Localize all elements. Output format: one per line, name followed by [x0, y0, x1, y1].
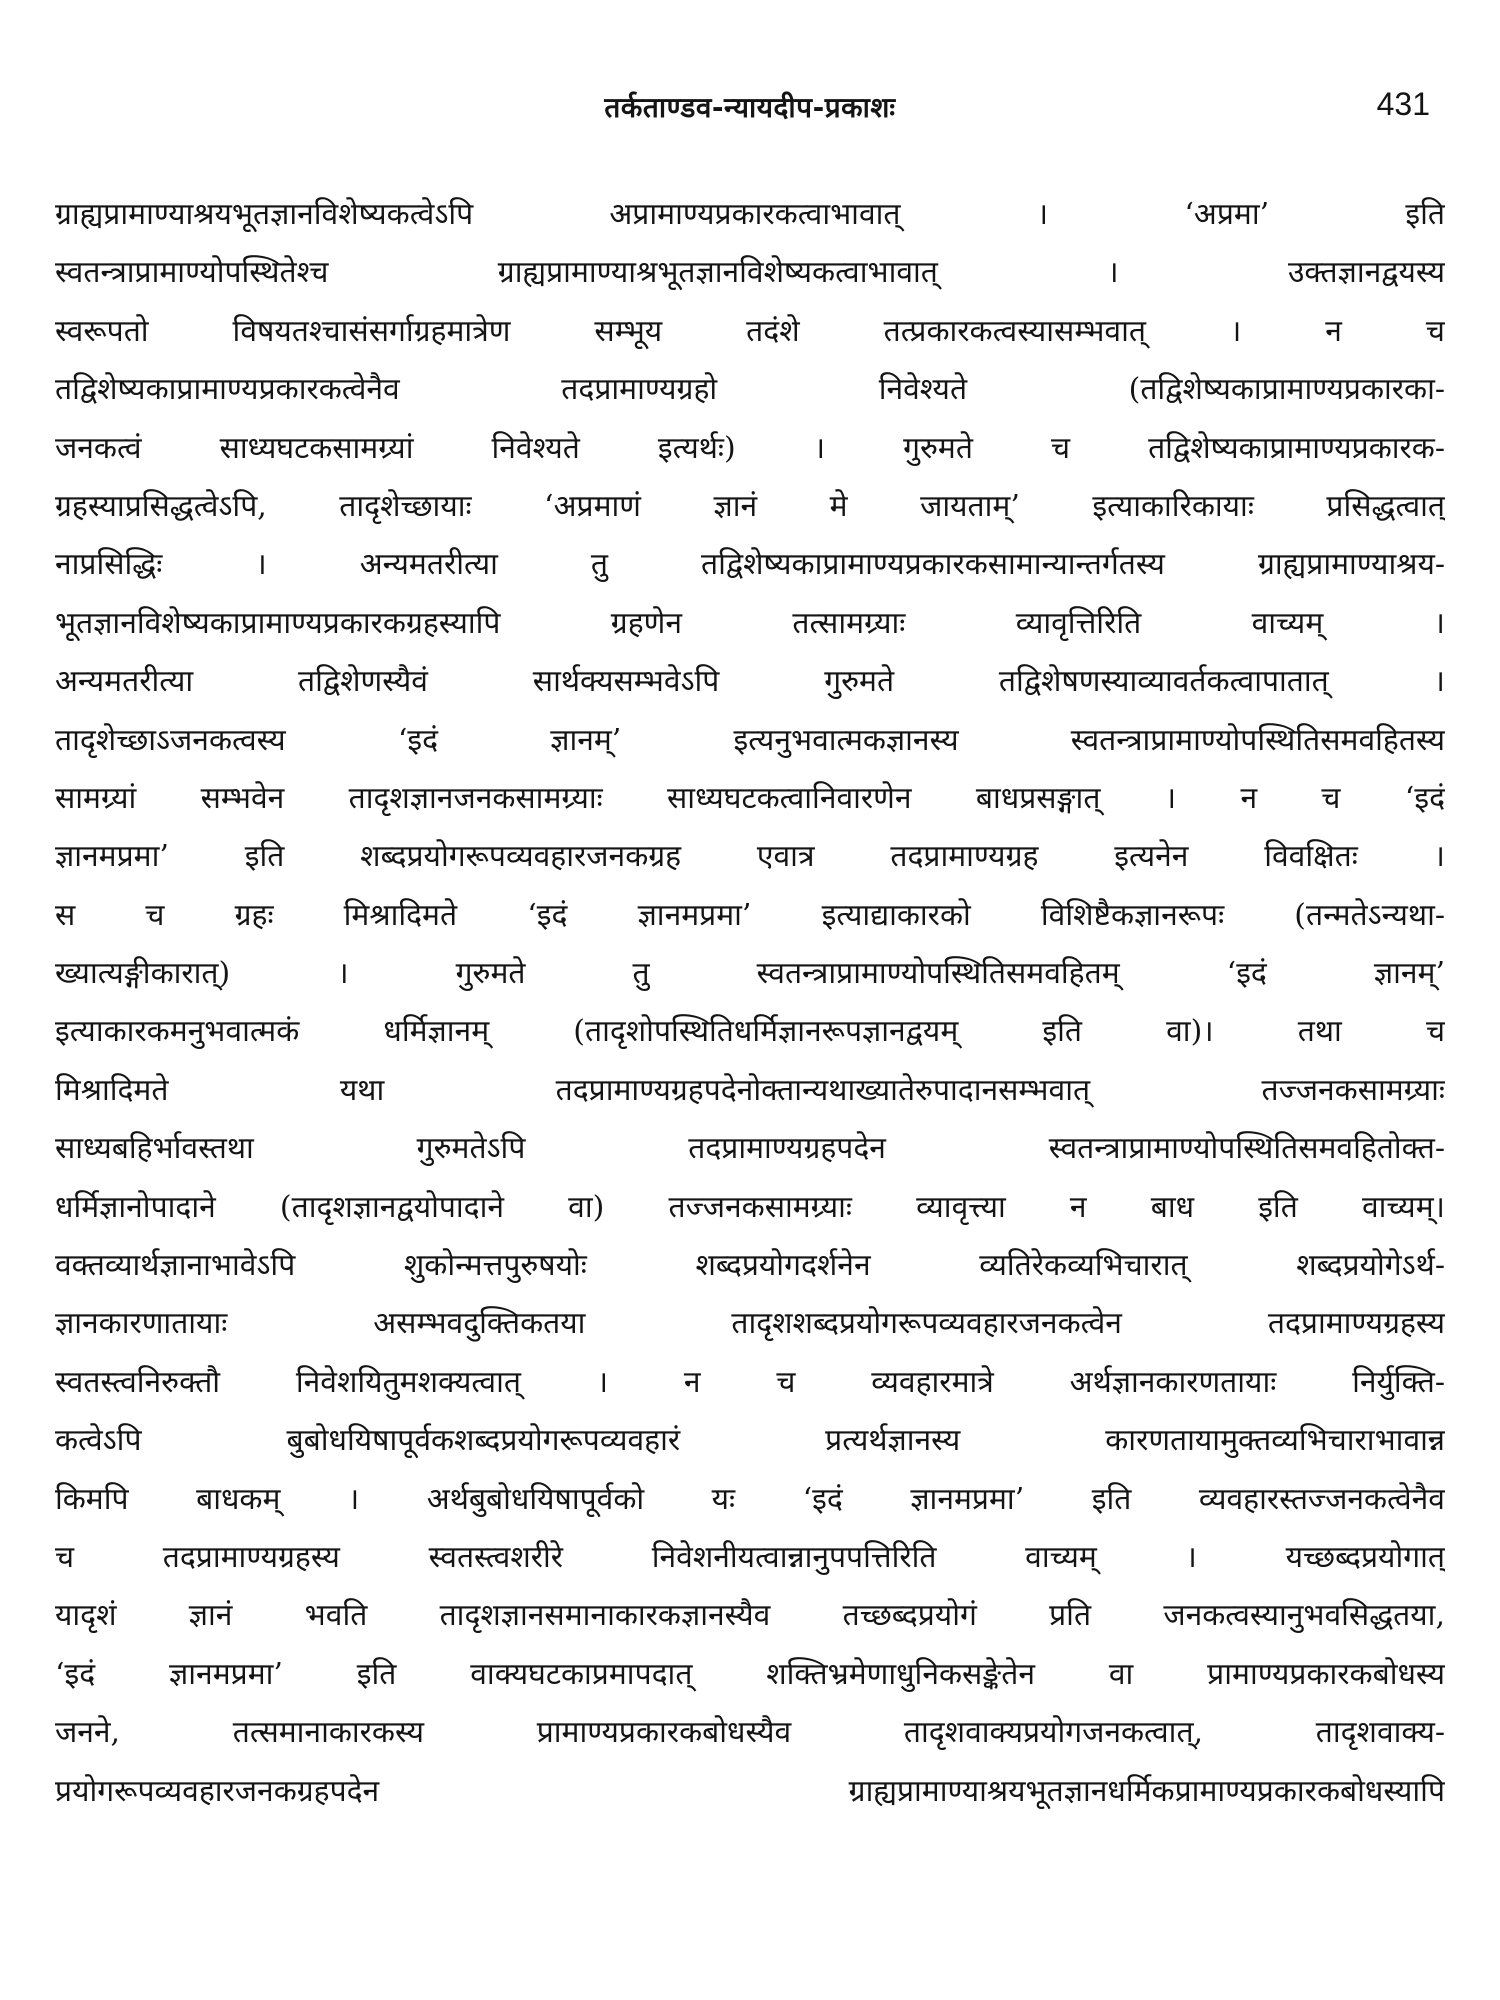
text-line: स च ग्रहः मिश्रादिमते ‘इदं ज्ञानमप्रमा’ इत्याद्याकारको विशिष्टैकज्ञानरूपः (तन्मतेऽन्यथा- — [55, 897, 1445, 933]
text-line: जनने, तत्समानाकारकस्य प्रामाण्यप्रकारकबोधस्यैव तादृशवाक्यप्रयोगजनकत्वात्, तादृशवाक्य- — [55, 1715, 1445, 1751]
text-line: ख्यात्यङ्गीकारात्) । गुरुमते तु स्वतन्त्राप्रामाण्योपस्थितिसमवहितम् ‘इदं ज्ञानम्’ — [55, 956, 1445, 992]
text-line: ‘इदं ज्ञानमप्रमा’ इति वाक्यघटकाप्रमापदात् शक्तिभ्रमेणाधुनिकसङ्केतेन वा प्रामाण्यप्रकारकबोधस्य — [55, 1656, 1445, 1692]
running-title: तर्कताण्डव-न्यायदीप-प्रकाशः — [604, 91, 896, 124]
body-text — [55, 186, 1445, 1821]
text-line: ग्रहस्याप्रसिद्धत्वेऽपि, तादृशेच्छायाः ‘अप्रमाणं ज्ञानं मे जायताम्’ इत्याकारिकायाः प्रसिद्धत्वात् — [55, 488, 1445, 524]
text-line: स्वरूपतो विषयतश्चासंसर्गाग्रहमात्रेण सम्भूय तदंशे तत्प्रकारकत्वस्यासम्भवात् । न च — [55, 313, 1445, 349]
text-line: मिश्रादिमते यथा तदप्रामाण्यग्रहपदेनोक्तान्यथाख्यातेरुपादानसम्भवात् तज्जनकसामग्र्याः — [55, 1072, 1445, 1108]
text-line: किमपि बाधकम् । अर्थबुबोधयिषापूर्वको यः ‘इदं ज्ञानमप्रमा’ इति व्यवहारस्तज्जनकत्वेनैव — [55, 1481, 1445, 1517]
text-line: च तदप्रामाण्यग्रहस्य स्वतस्त्वशरीरे निवेशनीयत्वान्नानुपपत्तिरिति वाच्यम् । यच्छब्दप्रयोगात् — [55, 1539, 1445, 1575]
text-line: स्वतस्त्वनिरुक्तौ निवेशयितुमशक्यत्वात् । न च व्यवहारमात्रे अर्थज्ञानकारणतायाः निर्युक्ति- — [55, 1364, 1445, 1400]
text-line: यादृशं ज्ञानं भवति तादृशज्ञानसमानाकारकज्ञानस्यैव तच्छब्दप्रयोगं प्रति जनकत्वस्यानुभवसिद्धतया, — [55, 1598, 1445, 1634]
text-line: नाप्रसिद्धिः । अन्यमतरीत्या तु तद्विशेष्यकाप्रामाण्यप्रकारकसामान्यान्तर्गतस्य ग्राह्यप्रामाण्याश्रय- — [55, 547, 1445, 583]
text-line: ज्ञानकारणातायाः असम्भवदुक्तिकतया तादृशशब्दप्रयोगरूपव्यवहारजनकत्वेन तदप्रामाण्यग्रहस्य — [55, 1306, 1445, 1342]
text-line: अन्यमतरीत्या तद्विशेणस्यैवं सार्थक्यसम्भवेऽपि गुरुमते तद्विशेषणस्याव्यावर्तकत्वापातात् । — [55, 664, 1445, 700]
text-line: तादृशेच्छाऽजनकत्वस्य ‘इदं ज्ञानम्’ इत्यनुभवात्मकज्ञानस्य स्वतन्त्राप्रामाण्योपस्थितिसमवहितस्य — [55, 722, 1445, 758]
text-line: वक्तव्यार्थज्ञानाभावेऽपि शुकोन्मत्तपुरुषयोः शब्दप्रयोगदर्शनेन व्यतिरेकव्यभिचारात् शब्दप्रयोगेऽर्थ- — [55, 1248, 1445, 1284]
text-line: स्वतन्त्राप्रामाण्योपस्थितेश्च ग्राह्यप्रामाण्याश्रभूतज्ञानविशेष्यकत्वाभावात् । उक्तज्ञानद्वयस्य — [55, 255, 1445, 291]
text-line: सामग्र्यां सम्भवेन तादृशज्ञानजनकसामग्र्याः साध्यघटकत्वानिवारणेन बाधप्रसङ्गात् । न च ‘इदं — [55, 780, 1445, 816]
page-number: 431 — [1376, 86, 1430, 122]
text-line: प्रयोगरूपव्यवहारजनकग्रहपदेन ग्राह्यप्रामाण्याश्रयभूतज्ञानधर्मिकप्रामाण्यप्रकारकबोधस्यापि — [55, 1773, 1445, 1809]
running-header — [60, 88, 1440, 138]
text-line: इत्याकारकमनुभवात्मकं धर्मिज्ञानम् (तादृशोपस्थितिधर्मिज्ञानरूपज्ञानद्वयम् इति वा)। तथा च — [55, 1014, 1445, 1050]
text-line: कत्वेऽपि बुबोधयिषापूर्वकशब्दप्रयोगरूपव्यवहारं प्रत्यर्थज्ञानस्य कारणतायामुक्तव्यभिचाराभावान्न — [55, 1423, 1445, 1459]
text-line: धर्मिज्ञानोपादाने (तादृशज्ञानद्वयोपादाने वा) तज्जनकसामग्र्याः व्यावृत्त्या न बाध इति वाच्यम्। — [55, 1189, 1445, 1225]
text-line: तद्विशेष्यकाप्रामाण्यप्रकारकत्वेनैव तदप्रामाण्यग्रहो निवेश्यते (तद्विशेष्यकाप्रामाण्यप्रकारका- — [55, 372, 1445, 408]
text-line: जनकत्वं साध्यघटकसामग्र्यां निवेश्यते इत्यर्थः) । गुरुमते च तद्विशेष्यकाप्रामाण्यप्रकारक- — [55, 430, 1445, 466]
text-line: ज्ञानमप्रमा’ इति शब्दप्रयोगरूपव्यवहारजनकग्रह एवात्र तदप्रामाण्यग्रह इत्यनेन विवक्षितः । — [55, 839, 1445, 875]
text-line: भूतज्ञानविशेष्यकाप्रामाण्यप्रकारकग्रहस्यापि ग्रहणेन तत्सामग्र्याः व्यावृत्तिरिति वाच्यम् । — [55, 605, 1445, 641]
text-line: साध्यबहिर्भावस्तथा गुरुमतेऽपि तदप्रामाण्यग्रहपदेन स्वतन्त्राप्रामाण्योपस्थितिसमवहितोक्त- — [55, 1131, 1445, 1167]
text-line: ग्राह्यप्रामाण्याश्रयभूतज्ञानविशेष्यकत्वेऽपि अप्रामाण्यप्रकारकत्वाभावात् । ‘अप्रमा’ इति — [55, 197, 1445, 232]
